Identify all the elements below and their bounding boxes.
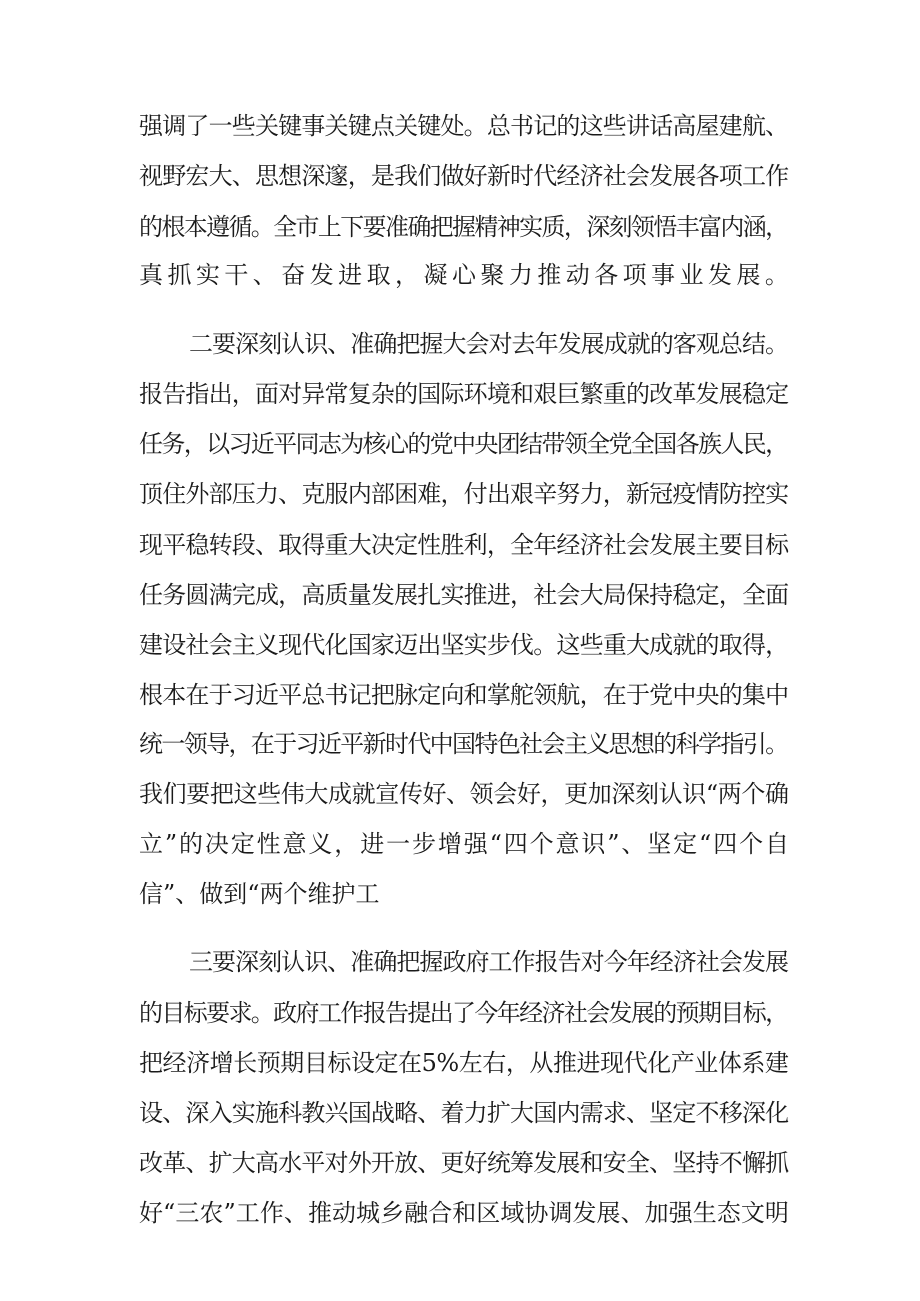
text-line: 改革、扩大高水平对外开放、更好统筹发展和安全、坚持不懈抓 — [139, 1149, 789, 1177]
text-line: 顶住外部压力、克服内部困难，付出艰辛努力，新冠疫情防控实 — [139, 480, 789, 508]
text-line: 设、深入实施科教兴国战略、着力扩大国内需求、坚定不移深化 — [139, 1099, 789, 1127]
text-line: 信”、做到“两个维护工 — [139, 880, 380, 908]
text-line: 任务圆满完成，高质量发展扎实推进，社会大局保持稳定，全面 — [139, 581, 789, 609]
paragraph-3-first-line: 三要深刻认识、准确把握政府工作报告对今年经济社会发展 — [189, 948, 789, 976]
text-line: 的目标要求。政府工作报告提出了今年经济社会发展的预期目标， — [139, 999, 788, 1027]
text-line: 的根本遵循。全市上下要准确把握精神实质，深刻领悟丰富内涵， — [139, 213, 788, 241]
text-line: 报告指出，面对异常复杂的国际环境和艰巨繁重的改革发展稳定 — [139, 380, 789, 408]
text-line: 统一领导，在于习近平新时代中国特色社会主义思想的科学指引。 — [139, 730, 788, 758]
text-line: 我们要把这些伟大成就宣传好、领会好，更加深刻认识“两个确 — [139, 780, 789, 808]
text-line: 把经济增长预期目标设定在5%左右，从推进现代化产业体系建 — [139, 1049, 789, 1077]
paragraph-2-first-line: 二要深刻认识、准确把握大会对去年发展成就的客观总结。 — [189, 330, 789, 358]
text-line: 现平稳转段、取得重大决定性胜利，全年经济社会发展主要目标 — [139, 531, 789, 559]
text-line: 视野宏大、思想深邃，是我们做好新时代经济社会发展各项工作 — [139, 162, 789, 190]
text-line: 强调了一些关键事关键点关键处。总书记的这些讲话高屋建航、 — [139, 112, 789, 140]
text-line: 根本在于习近平总书记把脉定向和掌舵领航，在于党中央的集中 — [139, 681, 789, 709]
text-line: 立”的决定性意义，进一步增强“四个意识”、坚定“四个自 — [139, 830, 791, 858]
text-line: 建设社会主义现代化国家迈出坚实步伐。这些重大成就的取得， — [139, 631, 789, 659]
text-line: 真抓实干、奋发进取，凝心聚力推动各项事业发展。 — [139, 261, 794, 289]
text-line: 好“三农”工作、推动城乡融合和区域协调发展、加强生态文明 — [139, 1199, 789, 1227]
text-line: 任务，以习近平同志为核心的党中央团结带领全党全国各族人民， — [139, 430, 788, 458]
